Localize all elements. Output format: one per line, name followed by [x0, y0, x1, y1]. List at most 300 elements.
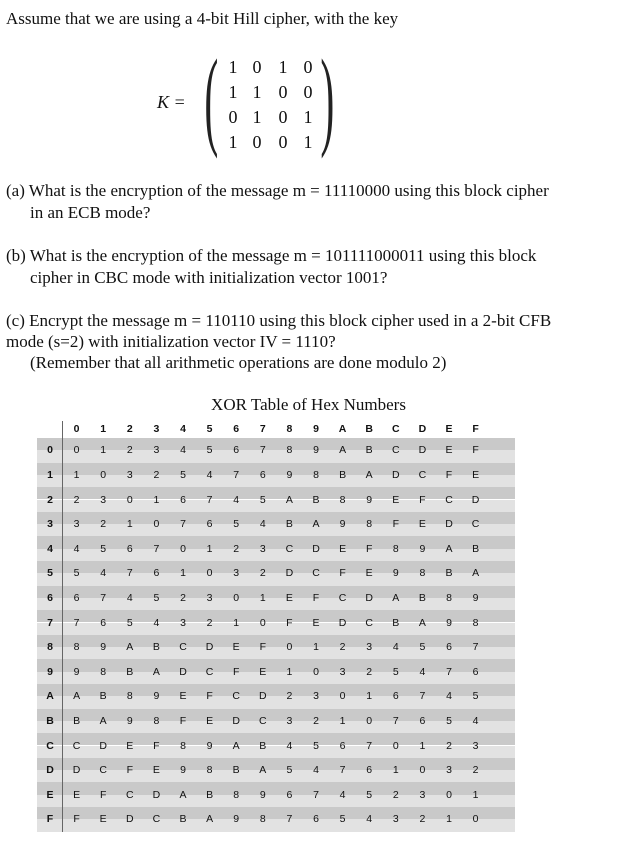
xor-cell: E — [445, 444, 453, 457]
xor-cell: 1 — [366, 690, 373, 703]
xor-cell: E — [152, 764, 160, 777]
xor-cell: C — [99, 764, 107, 777]
xor-column-header: A — [338, 423, 347, 435]
key-matrix-cell: 1 — [303, 132, 313, 152]
xor-cell: D — [126, 813, 134, 826]
xor-cell: 1 — [233, 616, 240, 629]
xor-cell: 2 — [259, 567, 266, 580]
xor-cell: 7 — [206, 493, 213, 506]
xor-cell: A — [472, 567, 480, 580]
xor-cell: 1 — [419, 739, 426, 752]
xor-column-header: F — [472, 423, 479, 435]
xor-cell: 4 — [73, 542, 80, 555]
xor-cell: C — [471, 518, 480, 531]
xor-column-header: E — [445, 423, 453, 435]
key-matrix-cell: 0 — [252, 57, 262, 77]
xor-cell: 7 — [259, 444, 266, 457]
xor-cell: 3 — [286, 714, 293, 727]
xor-cell: 0 — [339, 690, 346, 703]
xor-column-header: 0 — [73, 423, 80, 435]
xor-cell: 3 — [446, 764, 452, 777]
xor-cell: E — [206, 714, 214, 727]
key-label: K = — [157, 92, 186, 112]
xor-cell: A — [152, 665, 160, 678]
xor-cell: 3 — [339, 665, 346, 678]
xor-cell: 9 — [259, 788, 266, 801]
xor-cell: 7 — [313, 788, 319, 801]
xor-cell: 4 — [100, 567, 107, 580]
xor-cell: D — [259, 690, 267, 703]
question-a-line1: (a) What is the encryption of the message m = 11110000 using this block cipher — [6, 181, 549, 200]
xor-cell: 0 — [206, 567, 213, 580]
xor-column-header: 4 — [180, 423, 186, 435]
xor-cell: C — [152, 813, 161, 826]
xor-cell: C — [179, 641, 187, 654]
xor-cell: 1 — [339, 714, 346, 727]
xor-cell: C — [312, 567, 320, 580]
xor-cell: D — [312, 542, 320, 555]
xor-row-header: F — [46, 813, 54, 826]
xor-cell: 5 — [286, 764, 293, 777]
xor-cell: F — [153, 739, 160, 752]
xor-cell: 4 — [180, 444, 186, 457]
xor-cell: 8 — [206, 764, 213, 777]
key-matrix-cell: 1 — [278, 57, 288, 77]
xor-cell: 5 — [233, 518, 240, 531]
xor-cell: 5 — [339, 813, 346, 826]
xor-cell: 9 — [73, 665, 80, 678]
xor-cell: E — [179, 690, 187, 703]
xor-cell: 1 — [286, 665, 293, 678]
xor-cell: A — [285, 493, 293, 506]
xor-cell: 3 — [472, 739, 479, 752]
xor-cell: 0 — [153, 518, 160, 531]
xor-cell: B — [152, 641, 160, 654]
matrix-left-paren: ( — [204, 37, 219, 159]
xor-row-header: 7 — [47, 616, 53, 629]
xor-cell: F — [392, 518, 399, 531]
question-a-line2: in an ECB mode? — [30, 203, 151, 222]
xor-cell: A — [73, 690, 81, 703]
xor-cell: 1 — [472, 788, 479, 801]
xor-cell: 1 — [73, 468, 80, 481]
question-c-line1: (c) Encrypt the message m = 110110 using this block cipher used in a 2-bit CFB — [6, 311, 552, 330]
xor-cell: 0 — [233, 591, 240, 604]
xor-cell: 9 — [419, 542, 426, 555]
question-c-line2: mode (s=2) with initialization vector IV = 1110? — [6, 332, 336, 351]
xor-cell: B — [365, 444, 373, 457]
xor-cell: D — [392, 468, 400, 481]
xor-cell: F — [445, 468, 453, 481]
xor-cell: 8 — [392, 542, 399, 555]
xor-cell: C — [232, 690, 240, 703]
xor-cell: E — [418, 518, 426, 531]
xor-cell: 2 — [286, 690, 293, 703]
xor-cell: 6 — [366, 764, 373, 777]
xor-cell: B — [418, 591, 426, 604]
xor-row-header: B — [46, 714, 54, 727]
question-b-line2: cipher in CBC mode with initialization vector 1001? — [30, 268, 388, 287]
xor-cell: F — [206, 690, 213, 703]
key-matrix-cell: 0 — [252, 132, 262, 152]
xor-cell: A — [232, 739, 240, 752]
xor-cell: D — [285, 567, 294, 580]
xor-cell: B — [259, 739, 267, 752]
xor-cell: 8 — [446, 591, 452, 604]
xor-cell: D — [179, 665, 187, 678]
xor-cell: 9 — [313, 444, 319, 457]
xor-row-header: 4 — [47, 542, 53, 555]
xor-cell: 9 — [339, 518, 346, 531]
xor-cell: E — [285, 591, 293, 604]
xor-cell: 2 — [366, 665, 373, 678]
xor-row-header: 5 — [47, 567, 53, 580]
xor-cell: 2 — [206, 616, 213, 629]
xor-cell: D — [232, 714, 240, 727]
xor-cell: 1 — [126, 518, 133, 531]
xor-cell: 6 — [73, 591, 80, 604]
xor-cell: 4 — [472, 714, 479, 727]
xor-cell: A — [418, 616, 426, 629]
xor-column-header: 5 — [206, 423, 213, 435]
xor-cell: B — [179, 813, 187, 826]
xor-row-header: 0 — [47, 444, 53, 457]
xor-cell: A — [392, 591, 400, 604]
xor-cell: A — [339, 444, 347, 457]
xor-cell: 5 — [73, 567, 80, 580]
xor-row-header: 9 — [47, 665, 53, 678]
xor-cell: 1 — [206, 542, 213, 555]
xor-cell: D — [152, 788, 161, 801]
xor-row-header: 6 — [47, 591, 53, 604]
xor-row-header: C — [46, 739, 54, 752]
xor-cell: 2 — [126, 444, 133, 457]
xor-cell: 0 — [286, 641, 293, 654]
key-matrix-cell: 1 — [228, 132, 238, 152]
key-matrix-cell: 0 — [278, 107, 288, 127]
xor-cell: 2 — [100, 518, 107, 531]
xor-cell: 3 — [126, 468, 133, 481]
key-matrix-cell: 0 — [228, 107, 238, 127]
xor-row-header: 2 — [47, 493, 53, 506]
xor-cell: C — [126, 788, 134, 801]
xor-cell: F — [259, 641, 266, 654]
xor-cell: 8 — [100, 665, 107, 678]
key-matrix-cell: 0 — [278, 82, 288, 102]
xor-cell: 1 — [446, 813, 452, 826]
question-c-line3: (Remember that all arithmetic operations are done modulo 2) — [30, 353, 447, 372]
xor-cell: 2 — [180, 591, 186, 604]
xor-cell: 7 — [100, 591, 107, 604]
xor-cell: 2 — [446, 739, 452, 752]
key-matrix-cell: 1 — [252, 82, 262, 102]
xor-cell: 9 — [286, 468, 293, 481]
key-matrix — [204, 37, 345, 159]
xor-cell: F — [73, 813, 80, 826]
xor-cell: 6 — [392, 690, 399, 703]
xor-cell: 5 — [446, 714, 452, 727]
xor-cell: 6 — [233, 444, 240, 457]
xor-cell: F — [339, 567, 346, 580]
xor-cell: 2 — [472, 764, 479, 777]
xor-cell: E — [472, 468, 480, 481]
xor-cell: 5 — [206, 444, 213, 457]
xor-cell: 7 — [180, 518, 186, 531]
xor-cell: 9 — [126, 714, 133, 727]
xor-column-header: 1 — [100, 423, 107, 435]
xor-cell: 3 — [73, 518, 80, 531]
key-matrix-cell: 1 — [303, 107, 313, 127]
xor-cell: 3 — [366, 641, 373, 654]
xor-cell: 7 — [73, 616, 80, 629]
xor-cell: 4 — [419, 665, 426, 678]
xor-cell: E — [73, 788, 81, 801]
xor-cell: 8 — [233, 788, 240, 801]
xor-cell: 3 — [259, 542, 266, 555]
xor-cell: 1 — [100, 444, 107, 457]
xor-column-header: 8 — [286, 423, 293, 435]
xor-cell: 2 — [339, 641, 346, 654]
xor-cell: 4 — [313, 764, 319, 777]
xor-cell: 4 — [206, 468, 213, 481]
xor-cell: C — [338, 591, 347, 604]
xor-cell: C — [365, 616, 373, 629]
xor-cell: 3 — [392, 813, 399, 826]
xor-cell: A — [312, 518, 320, 531]
xor-cell: 8 — [286, 444, 293, 457]
xor-cell: B — [285, 518, 293, 531]
key-matrix-cell: 0 — [303, 82, 313, 102]
xor-cell: 4 — [286, 739, 293, 752]
xor-cell: A — [179, 788, 187, 801]
xor-cell: 6 — [259, 468, 266, 481]
xor-cell: F — [365, 542, 373, 555]
xor-cell: 4 — [366, 813, 373, 826]
xor-cell: 0 — [419, 764, 426, 777]
xor-cell: 6 — [286, 788, 293, 801]
xor-cell: F — [126, 764, 133, 777]
key-matrix-cell: 1 — [252, 107, 262, 127]
key-matrix-cell: 0 — [303, 57, 313, 77]
xor-cell: 2 — [233, 542, 240, 555]
xor-column-header: C — [392, 423, 400, 435]
xor-cell: C — [205, 665, 214, 678]
xor-cell: 5 — [100, 542, 107, 555]
xor-cell: 3 — [233, 567, 240, 580]
xor-cell: 4 — [233, 493, 240, 506]
key-matrix-cell: 1 — [228, 57, 238, 77]
xor-cell: 0 — [446, 788, 452, 801]
xor-cell: F — [286, 616, 293, 629]
xor-cell: 3 — [419, 788, 426, 801]
xor-cell: 6 — [472, 665, 479, 678]
xor-table — [37, 421, 515, 832]
xor-cell: D — [338, 616, 347, 629]
xor-cell: C — [445, 493, 453, 506]
xor-cell: 5 — [259, 493, 266, 506]
xor-cell: C — [72, 739, 81, 752]
xor-cell: 6 — [419, 714, 426, 727]
xor-cell: D — [418, 444, 427, 457]
xor-cell: 3 — [153, 444, 160, 457]
xor-cell: 8 — [366, 518, 373, 531]
xor-cell: D — [72, 764, 81, 777]
xor-cell: 7 — [392, 714, 399, 727]
xor-cell: 5 — [126, 616, 133, 629]
xor-cell: 7 — [472, 641, 479, 654]
xor-row-header: 1 — [47, 468, 53, 481]
xor-cell: 9 — [446, 616, 452, 629]
xor-cell: 5 — [472, 690, 479, 703]
xor-cell: E — [312, 616, 320, 629]
xor-column-header: 3 — [153, 423, 160, 435]
xor-cell: B — [126, 665, 134, 678]
xor-cell: 2 — [313, 714, 319, 727]
xor-cell: F — [99, 788, 107, 801]
xor-column-header: 6 — [233, 423, 240, 435]
xor-cell: E — [232, 641, 240, 654]
xor-cell: 8 — [313, 468, 319, 481]
xor-cell: C — [418, 468, 427, 481]
xor-cell: 7 — [419, 690, 426, 703]
xor-cell: B — [445, 567, 453, 580]
xor-cell: D — [445, 518, 453, 531]
xor-cell: B — [99, 690, 107, 703]
xor-cell: 9 — [100, 641, 107, 654]
xor-cell: 4 — [153, 616, 160, 629]
xor-cell: 6 — [339, 739, 346, 752]
xor-cell: 4 — [339, 788, 346, 801]
xor-cell: 1 — [259, 591, 266, 604]
xor-cell: 0 — [472, 813, 479, 826]
xor-cell: 8 — [126, 690, 133, 703]
xor-cell: 7 — [286, 813, 293, 826]
xor-divider — [62, 421, 63, 832]
xor-cell: 6 — [126, 542, 133, 555]
xor-cell: A — [259, 764, 267, 777]
xor-cell: A — [365, 468, 373, 481]
xor-cell: E — [99, 813, 107, 826]
xor-cell: B — [339, 468, 347, 481]
xor-cell: 9 — [472, 591, 479, 604]
xor-cell: 6 — [313, 813, 319, 826]
xor-cell: 5 — [180, 468, 186, 481]
xor-cell: 3 — [206, 591, 213, 604]
xor-cell: 2 — [153, 468, 160, 481]
xor-cell: 2 — [392, 788, 399, 801]
xor-cell: 7 — [339, 764, 346, 777]
question-b-line1: (b) What is the encryption of the message m = 101111000011 using this block — [6, 246, 537, 265]
xor-row-header: A — [46, 690, 54, 703]
xor-cell: 9 — [392, 567, 399, 580]
xor-cell: E — [259, 665, 267, 678]
xor-cell: 8 — [73, 641, 80, 654]
xor-cell: A — [99, 714, 107, 727]
xor-row-header: 3 — [47, 518, 53, 531]
xor-cell: E — [392, 493, 400, 506]
xor-cell: 8 — [259, 813, 266, 826]
xor-row-header: E — [46, 788, 54, 801]
xor-cell: 0 — [73, 444, 80, 457]
xor-cell: 3 — [180, 616, 186, 629]
xor-cell: B — [206, 788, 214, 801]
xor-cell: 6 — [153, 567, 160, 580]
xor-cell: F — [419, 493, 426, 506]
xor-cell: 5 — [366, 788, 373, 801]
xor-cell: C — [285, 542, 294, 555]
xor-cell: 2 — [419, 813, 426, 826]
xor-cell: A — [206, 813, 214, 826]
xor-cell: 9 — [180, 764, 186, 777]
xor-cell: 6 — [206, 518, 213, 531]
xor-cell: B — [472, 542, 480, 555]
xor-cell: E — [126, 739, 134, 752]
xor-cell: F — [232, 665, 240, 678]
xor-column-header: D — [418, 423, 427, 435]
xor-cell: 0 — [392, 739, 399, 752]
intro-text: Assume that we are using a 4-bit Hill cipher, with the key — [6, 9, 399, 28]
xor-cell: A — [445, 542, 453, 555]
xor-cell: F — [312, 591, 320, 604]
xor-cell: 4 — [446, 690, 452, 703]
xor-cell: 6 — [100, 616, 107, 629]
xor-cell: 7 — [233, 468, 240, 481]
xor-cell: 9 — [366, 493, 373, 506]
xor-cell: 9 — [206, 739, 213, 752]
xor-cell: 0 — [313, 665, 319, 678]
xor-cell: 9 — [153, 690, 160, 703]
xor-cell: A — [126, 641, 134, 654]
xor-cell: B — [232, 764, 240, 777]
xor-cell: 8 — [472, 616, 479, 629]
key-matrix-cell: 1 — [228, 82, 238, 102]
xor-cell: 7 — [446, 665, 452, 678]
xor-table-title: XOR Table of Hex Numbers — [211, 395, 406, 414]
xor-cell: 5 — [153, 591, 160, 604]
xor-cell: 7 — [153, 542, 160, 555]
xor-cell: D — [471, 493, 480, 506]
xor-cell: 8 — [180, 739, 186, 752]
xor-cell: 3 — [100, 493, 107, 506]
xor-cell: 7 — [126, 567, 133, 580]
xor-cell: B — [73, 714, 81, 727]
xor-cell: 4 — [259, 518, 266, 531]
xor-cell: 8 — [419, 567, 426, 580]
xor-cell: 4 — [392, 641, 399, 654]
xor-cell: E — [365, 567, 373, 580]
xor-row-header: 8 — [47, 641, 53, 654]
xor-cell: B — [312, 493, 320, 506]
xor-cell: 0 — [180, 542, 186, 555]
xor-cell: 5 — [419, 641, 426, 654]
xor-cell: C — [259, 714, 267, 727]
xor-cell: D — [365, 591, 373, 604]
xor-cell: 1 — [153, 493, 160, 506]
xor-cell: 9 — [233, 813, 240, 826]
xor-row-header: D — [46, 764, 54, 777]
xor-column-header: 2 — [126, 423, 133, 435]
xor-cell: 3 — [313, 690, 319, 703]
xor-cell: 1 — [392, 764, 399, 777]
xor-cell: 0 — [100, 468, 107, 481]
xor-column-header: 9 — [313, 423, 319, 435]
xor-cell: C — [392, 444, 400, 457]
xor-cell: 7 — [366, 739, 373, 752]
xor-cell: E — [339, 542, 347, 555]
xor-cell: 1 — [180, 567, 186, 580]
xor-cell: D — [205, 641, 214, 654]
xor-cell: 6 — [180, 493, 186, 506]
